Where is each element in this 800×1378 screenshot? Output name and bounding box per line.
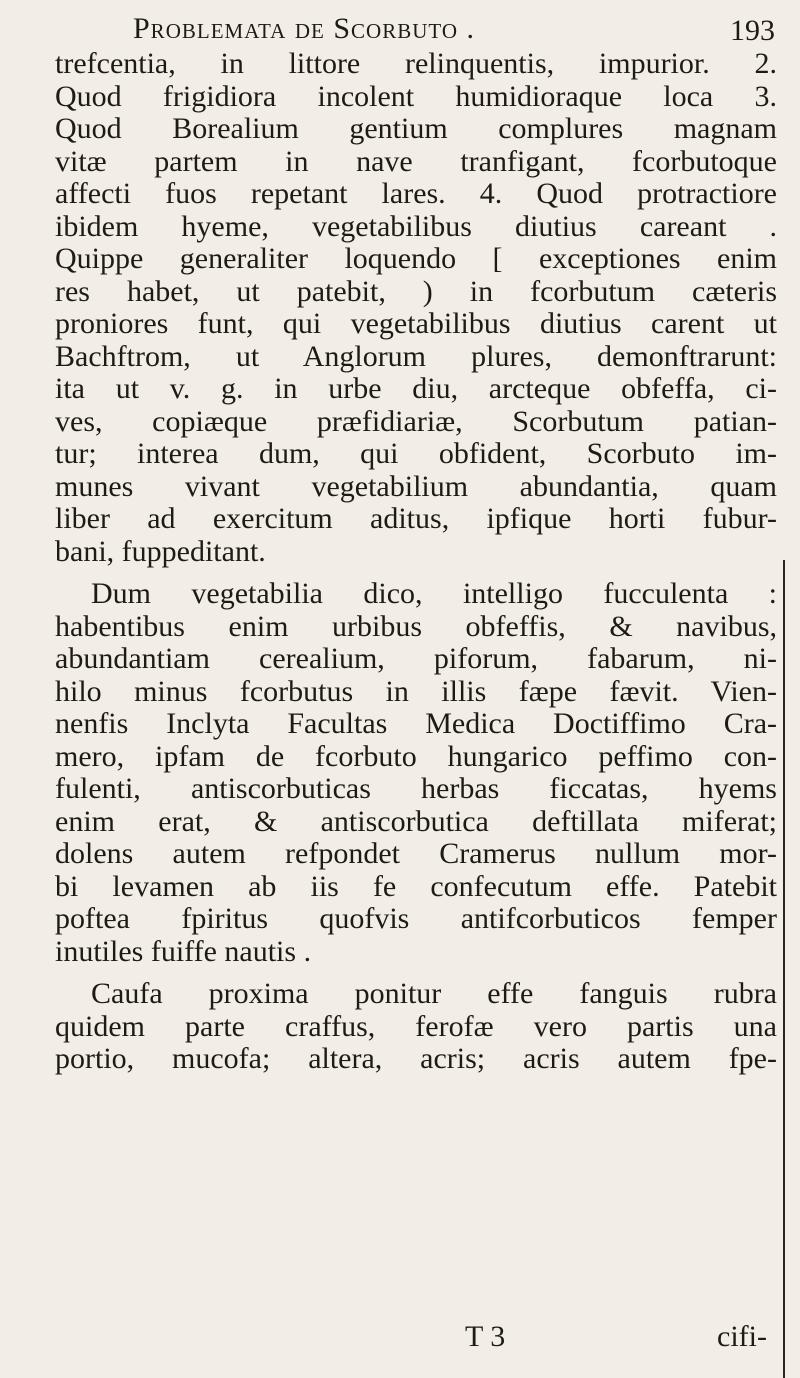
text-line: habentibus enim urbibus obfeffis, & navibus, <box>55 610 777 643</box>
text-line: trefcentia, in littore relinquentis, impurior. 2. <box>55 48 777 80</box>
page-number: 193 <box>730 14 775 47</box>
text-line: Quod Borealium gentium complures magnam <box>55 113 777 145</box>
catchword: cifi- <box>717 1320 767 1353</box>
gutter-rule <box>783 560 785 1378</box>
text-line: enim erat, & antiscorbutica deftillata miferat; <box>55 805 777 838</box>
text-line: liber ad exercitum aditus, ipfique horti fubur- <box>55 503 777 535</box>
text-line: nenfis Inclyta Facultas Medica Doctiffimo Cra- <box>55 708 777 740</box>
paragraph-gap <box>55 968 777 978</box>
text-line: ves, copiæque præfidiariæ, Scorbutum patian- <box>55 405 777 438</box>
text-line: Dum vegetabilia dico, intelligo fucculenta : <box>91 578 777 610</box>
text-line: mero, ipfam de fcorbuto hungarico peffimo con- <box>55 740 777 773</box>
paragraph-gap <box>55 568 777 578</box>
text-line: Caufa proxima ponitur effe fanguis rubra <box>91 978 777 1010</box>
paragraph-3 <box>55 978 777 1076</box>
text-line: quidem parte craffus, ferofæ vero partis una <box>55 1010 777 1043</box>
running-title: Problemata de Scorbuto . <box>133 12 475 45</box>
page-footer <box>55 1320 777 1360</box>
text-line: munes vivant vegetabilium abundantia, quam <box>55 470 777 503</box>
text-line: Quod frigidiora incolent humidioraque loca 3. <box>55 80 777 113</box>
text-line: portio, mucofa; altera, acris; acris autem fpe- <box>55 1043 777 1075</box>
text-line: ita ut v. g. in urbe diu, arcteque obfeffa, ci- <box>55 373 777 405</box>
text-line: Quippe generaliter loquendo [ exceptiones enim <box>55 243 777 275</box>
text-line: bi levamen ab iis fe confecutum effe. Patebit <box>55 870 777 903</box>
text-line: bani, fuppeditant. <box>55 535 266 568</box>
text-line: res habet, ut patebit, ) in fcorbutum cæteris <box>55 275 777 308</box>
text-line: fulenti, antiscorbuticas herbas ficcatas, hyems <box>55 773 777 805</box>
paragraph-1 <box>55 48 777 568</box>
text-line: dolens autem refpondet Cramerus nullum mor- <box>55 838 777 870</box>
signature-mark: T 3 <box>465 1320 506 1353</box>
text-line: inutiles fuiffe nautis . <box>55 935 312 968</box>
text-line: vitæ partem in nave tranfigant, fcorbutoque <box>55 145 777 178</box>
text-line: abundantiam cerealium, piforum, fabarum, ni- <box>55 643 777 675</box>
text-line: ibidem hyeme, vegetabilibus diutius careant . <box>55 210 777 243</box>
text-line: hilo minus fcorbutus in illis fæpe fævit. Vien- <box>55 675 777 708</box>
text-line: proniores funt, qui vegetabilibus diutius carent ut <box>55 308 777 340</box>
text-line: Bachftrom, ut Anglorum plures, demonftrarunt: <box>55 340 777 373</box>
paragraph-2 <box>55 578 777 968</box>
body-text <box>55 48 777 1076</box>
text-line: poftea fpiritus quofvis antifcorbuticos femper <box>55 903 777 935</box>
text-line: tur; interea dum, qui obfident, Scorbuto im- <box>55 438 777 470</box>
text-line: affecti fuos repetant lares. 4. Quod protractiore <box>55 178 777 210</box>
